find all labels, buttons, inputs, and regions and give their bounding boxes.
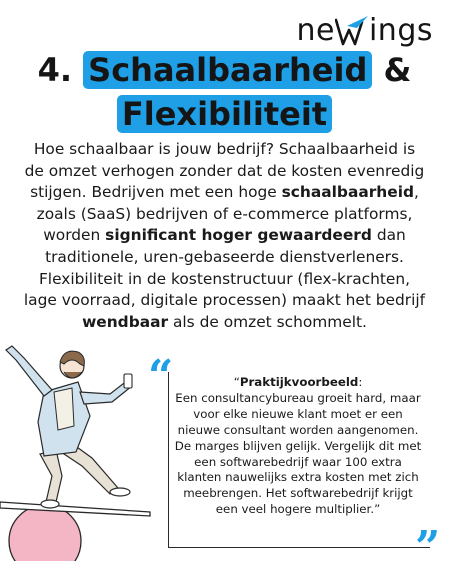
title-highlight-schaalbaarheid: Schaalbaarheid xyxy=(83,51,372,89)
quote-text: “Praktijkvoorbeeld: Een consultancybureau groeit hard, maar voor elke nieuwe klant moet er een nieuwe consultant worden aangenomen. De marges blijven gelijk. Vergelijk dit met een softwarebedrijf waar 100 extra klanten nauwelijks extra kosten met zich meebrengen. Het softwarebedrijf krijgt een veel hogere multiplier.” xyxy=(174,375,422,517)
body-text-part: dan traditionele, uren-gebaseerde dienstverleners. Flexibiliteit in de kostenstructuur (flex-krachten, lage voorraad, digitale processen) maakt het bedrijf xyxy=(23,226,426,310)
title-highlight-flexibiliteit: Flexibiliteit xyxy=(117,95,332,133)
title-line-2 xyxy=(0,94,449,134)
body-bold-wendbaar: wendbaar xyxy=(82,312,169,331)
quote-colon: : xyxy=(358,375,363,389)
title-line-1 xyxy=(0,50,449,90)
quote-body: Een consultancybureau groeit hard, maar voor elke nieuwe klant moet er een nieuwe consultant worden aangenomen. De marges blijven gelijk. Vergelijk dit met een softwarebedrijf waar 100 extra klanten nauwelijks extra kosten met zich meebrengen. Het softwarebedrijf krijgt een veel hogere multiplier.” xyxy=(174,390,422,517)
open-quote-icon: “ xyxy=(148,351,174,402)
close-quote-icon: ” xyxy=(415,522,441,561)
logo-text-start: ne xyxy=(296,13,335,48)
page-title xyxy=(0,50,449,134)
title-number: 4. xyxy=(37,51,73,89)
wings-w-icon xyxy=(335,16,369,46)
body-text-part: als de omzet schommelt. xyxy=(168,312,367,331)
body-bold-significant: significant hoger gewaardeerd xyxy=(105,226,372,245)
brand-logo xyxy=(296,12,433,46)
intro-paragraph xyxy=(22,139,427,333)
title-ampersand: & xyxy=(383,51,412,89)
logo-text-end: ings xyxy=(368,13,433,48)
body-bold-schaalbaarheid: schaalbaarheid xyxy=(281,183,414,202)
body-text-part: Hoe schaalbaar is jouw bedrijf? Schaalbaarheid is de omzet verhogen zonder dat de kosten evenredig stijgen. Bedrijven met een hoge xyxy=(24,140,425,202)
pink-ball xyxy=(9,505,81,561)
quote-lead: Praktijkvoorbeeld xyxy=(239,375,359,389)
body-text-part: , zoals (SaaS) bedrijven of e-commerce platforms, worden xyxy=(36,183,419,245)
